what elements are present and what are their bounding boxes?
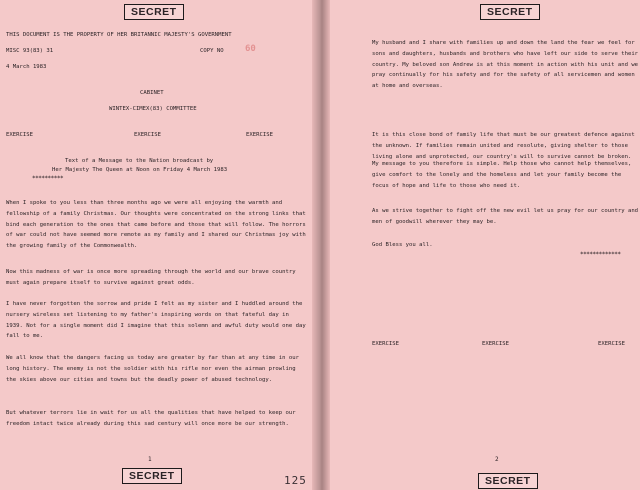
secret-stamp-top: SECRET — [124, 4, 184, 20]
right-paragraph-5: God Bless you all. — [372, 242, 433, 248]
exercise-mark-1: EXERCISE — [6, 132, 33, 138]
message-heading-line-2: Her Majesty The Queen at Noon on Friday 4 March 1983 — [52, 167, 228, 173]
property-line: THIS DOCUMENT IS THE PROPERTY OF HER BRITANNIC MAJESTY'S GOVERNMENT — [6, 32, 232, 38]
left-page — [0, 0, 312, 490]
right-paragraph-3: My message to you therefore is simple. Help those who cannot help themselves, give comfort to the lonely and the homeless and let your family become the focus of hope and life to those who need it. — [372, 161, 632, 189]
secret-stamp-bottom: SECRET — [122, 468, 182, 484]
left-paragraph-1: When I spoke to you less than three months ago we were all enjoying the warmth and fellowship of a family Christmas. Our thoughts were concentrated on the strong links that bind each generation to the ones that came before and those that will follow. The horrors of war could not have seemed more remote as my family and I shared our Christmas joy with the growing family of the Commonwealth. — [6, 200, 306, 250]
left-paragraph-4: We all know that the dangers facing us today are greater by far than at any time in our long history. The enemy is not the soldier with his rifle nor even the airman prowling the skies above our cities and towns but the deadly power of abused technology. — [6, 355, 299, 383]
left-paragraph-5: But whatever terrors lie in wait for us all the qualities that have helped to keep our freedom intact twice already during this sad century will once more be our strength. — [6, 410, 296, 427]
right-paragraph-1: My husband and I share with families up and down the land the fear we feel for sons and daughters, husbands and brothers who have left our side to serve their country. My beloved son Andrew is at this moment in action with his unit and we pray continually for his safety and for the safety of all servicemen and women at home and overseas. — [372, 40, 639, 90]
right-paragraph-2: It is this close bond of family life that must be our greatest defence against the unknown. If families remain united and resolute, giving shelter to those living alone and unprotected, our country's will to survive cannot be broken. — [372, 132, 635, 160]
copy-number: 60 — [245, 44, 256, 54]
committee-heading: WINTEX-CIMEX(83) COMMITTEE — [109, 106, 197, 112]
document-date: 4 March 1983 — [6, 64, 47, 70]
right-paragraph-4: As we strive together to fight off the new evil let us pray for our country and men of goodwill wherever they may be. — [372, 208, 639, 225]
secret-stamp-top-right: SECRET — [480, 4, 540, 20]
exercise-mark-right-3: EXERCISE — [598, 341, 625, 347]
left-paragraph-2: Now this madness of war is once more spreading through the world and our brave country must again prepare itself to survive against great odds. — [6, 269, 296, 286]
left-paragraph-3: I have never forgotten the sorrow and pride I felt as my sister and I huddled around the nursery wireless set listening to my father's inspiring words on that fateful day in 1939. Not for a single moment did I imagine that this solemn and awful duty would one day fall to me. — [6, 301, 306, 340]
copy-label: COPY NO — [200, 48, 224, 54]
right-page — [330, 0, 640, 490]
book-gutter — [312, 0, 330, 490]
page-number-left: 1 — [148, 456, 152, 463]
page-number-right: 2 — [495, 456, 499, 463]
exercise-mark-3: EXERCISE — [246, 132, 273, 138]
document-reference: MISC 93(83) 31 — [6, 48, 54, 54]
exercise-mark-right-2: EXERCISE — [482, 341, 509, 347]
exercise-mark-right-1: EXERCISE — [372, 341, 399, 347]
folio-stamp: 125 — [284, 474, 307, 487]
exercise-mark-2: EXERCISE — [134, 132, 161, 138]
cabinet-heading: CABINET — [140, 90, 164, 96]
message-heading-line-1: Text of a Message to the Nation broadcast by — [65, 158, 214, 164]
secret-stamp-bottom-right: SECRET — [478, 473, 538, 489]
separator-stars: ********** — [32, 175, 64, 182]
separator-stars-right: ************* — [580, 251, 621, 258]
